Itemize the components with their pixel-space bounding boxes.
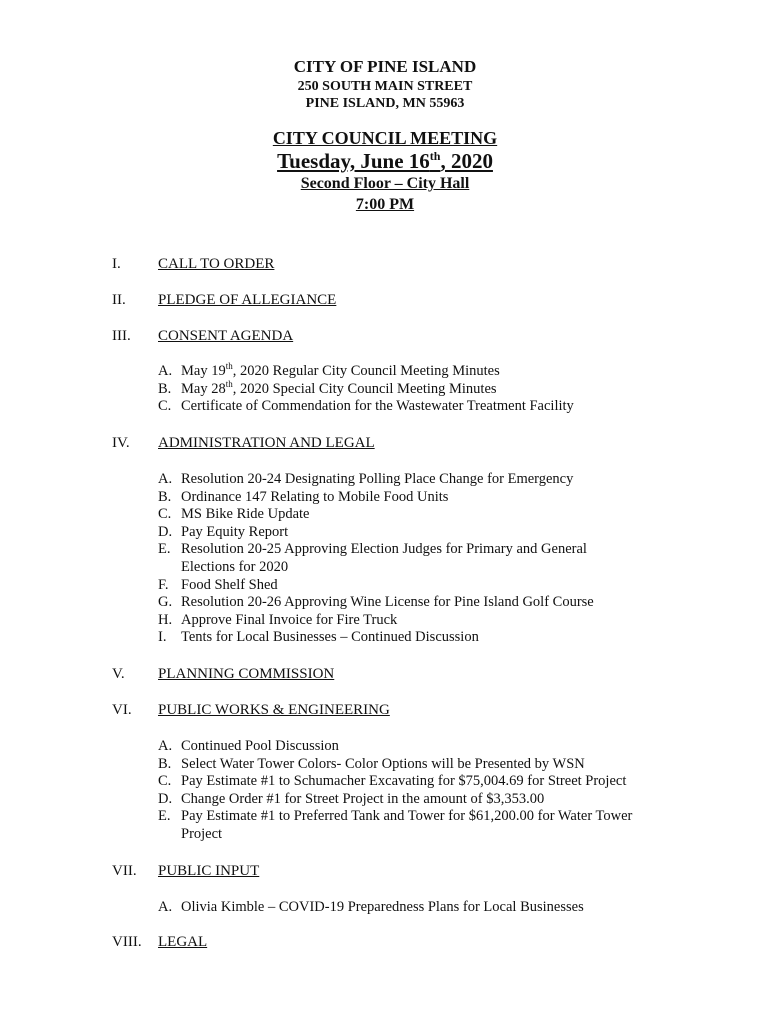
section-title: PLANNING COMMISSION [158, 666, 335, 682]
administration-list [158, 471, 618, 647]
list-item: A. Resolution 20-24 Designating Polling Place Change for Emergency [158, 471, 574, 487]
list-item: E. Resolution 20-25 Approving Election Judges for Primary and General Elections for 2020 [158, 541, 587, 575]
meeting-date: Tuesday, June 16th, 2020 [277, 149, 493, 173]
list-item: C. Certificate of Commendation for the Wastewater Treatment Facility [158, 398, 574, 415]
section-number: V. [112, 666, 125, 682]
section-number: II. [112, 292, 126, 308]
consent-agenda-list [158, 363, 678, 416]
section-title: CALL TO ORDER [158, 256, 275, 272]
section-number: IV. [112, 435, 130, 451]
section-title: PLEDGE OF ALLEGIANCE [158, 292, 337, 308]
list-item: H. Approve Final Invoice for Fire Truck [158, 611, 398, 628]
section-title: LEGAL [158, 934, 208, 950]
section-title: CONSENT AGENDA [158, 328, 294, 344]
address-line-1: 250 SOUTH MAIN STREET [297, 79, 473, 94]
meeting-location: Second Floor – City Hall [300, 175, 470, 192]
city-name: CITY OF PINE ISLAND [293, 57, 477, 76]
public-works-list [158, 738, 668, 844]
meeting-title: CITY COUNCIL MEETING [272, 128, 498, 148]
list-item: E. Pay Estimate #1 to Preferred Tank and Tower for $61,200.00 for Water Tower Project [158, 808, 633, 842]
section-number: VI. [112, 702, 132, 718]
section-number: VII. [112, 863, 137, 879]
meeting-time: 7:00 PM [355, 196, 415, 213]
list-item: B. Ordinance 147 Relating to Mobile Food Units [158, 488, 449, 505]
list-item: B. Select Water Tower Colors- Color Options will be Presented by WSN [158, 755, 585, 772]
section-number: I. [112, 256, 121, 272]
list-item: F. Food Shelf Shed [158, 576, 278, 593]
list-item: A. Olivia Kimble – COVID-19 Preparedness Plans for Local Businesses [158, 899, 584, 915]
list-item: I. Tents for Local Businesses – Continued Discussion [158, 629, 479, 646]
list-item: A. May 19th, 2020 Regular City Council Meeting Minutes [158, 361, 500, 379]
list-item: B. May 28th, 2020 Special City Council Meeting Minutes [158, 378, 497, 397]
list-item: D. Pay Equity Report [158, 523, 289, 540]
section-number: III. [112, 328, 131, 344]
list-item: A. Continued Pool Discussion [158, 738, 339, 754]
address-line-2: PINE ISLAND, MN 55963 [305, 96, 465, 111]
section-title: PUBLIC WORKS & ENGINEERING [158, 702, 390, 718]
section-title: PUBLIC INPUT [158, 863, 260, 879]
section-title: ADMINISTRATION AND LEGAL [158, 435, 375, 451]
list-item: G. Resolution 20-26 Approving Wine License for Pine Island Golf Course [158, 594, 594, 611]
list-item: C. Pay Estimate #1 to Schumacher Excavating for $75,004.69 for Street Project [158, 773, 627, 790]
list-item: D. Change Order #1 for Street Project in the amount of $3,353.00 [158, 790, 545, 807]
section-number: VIII. [112, 934, 142, 950]
list-item: C. MS Bike Ride Update [158, 506, 310, 523]
public-input-list [158, 899, 678, 917]
